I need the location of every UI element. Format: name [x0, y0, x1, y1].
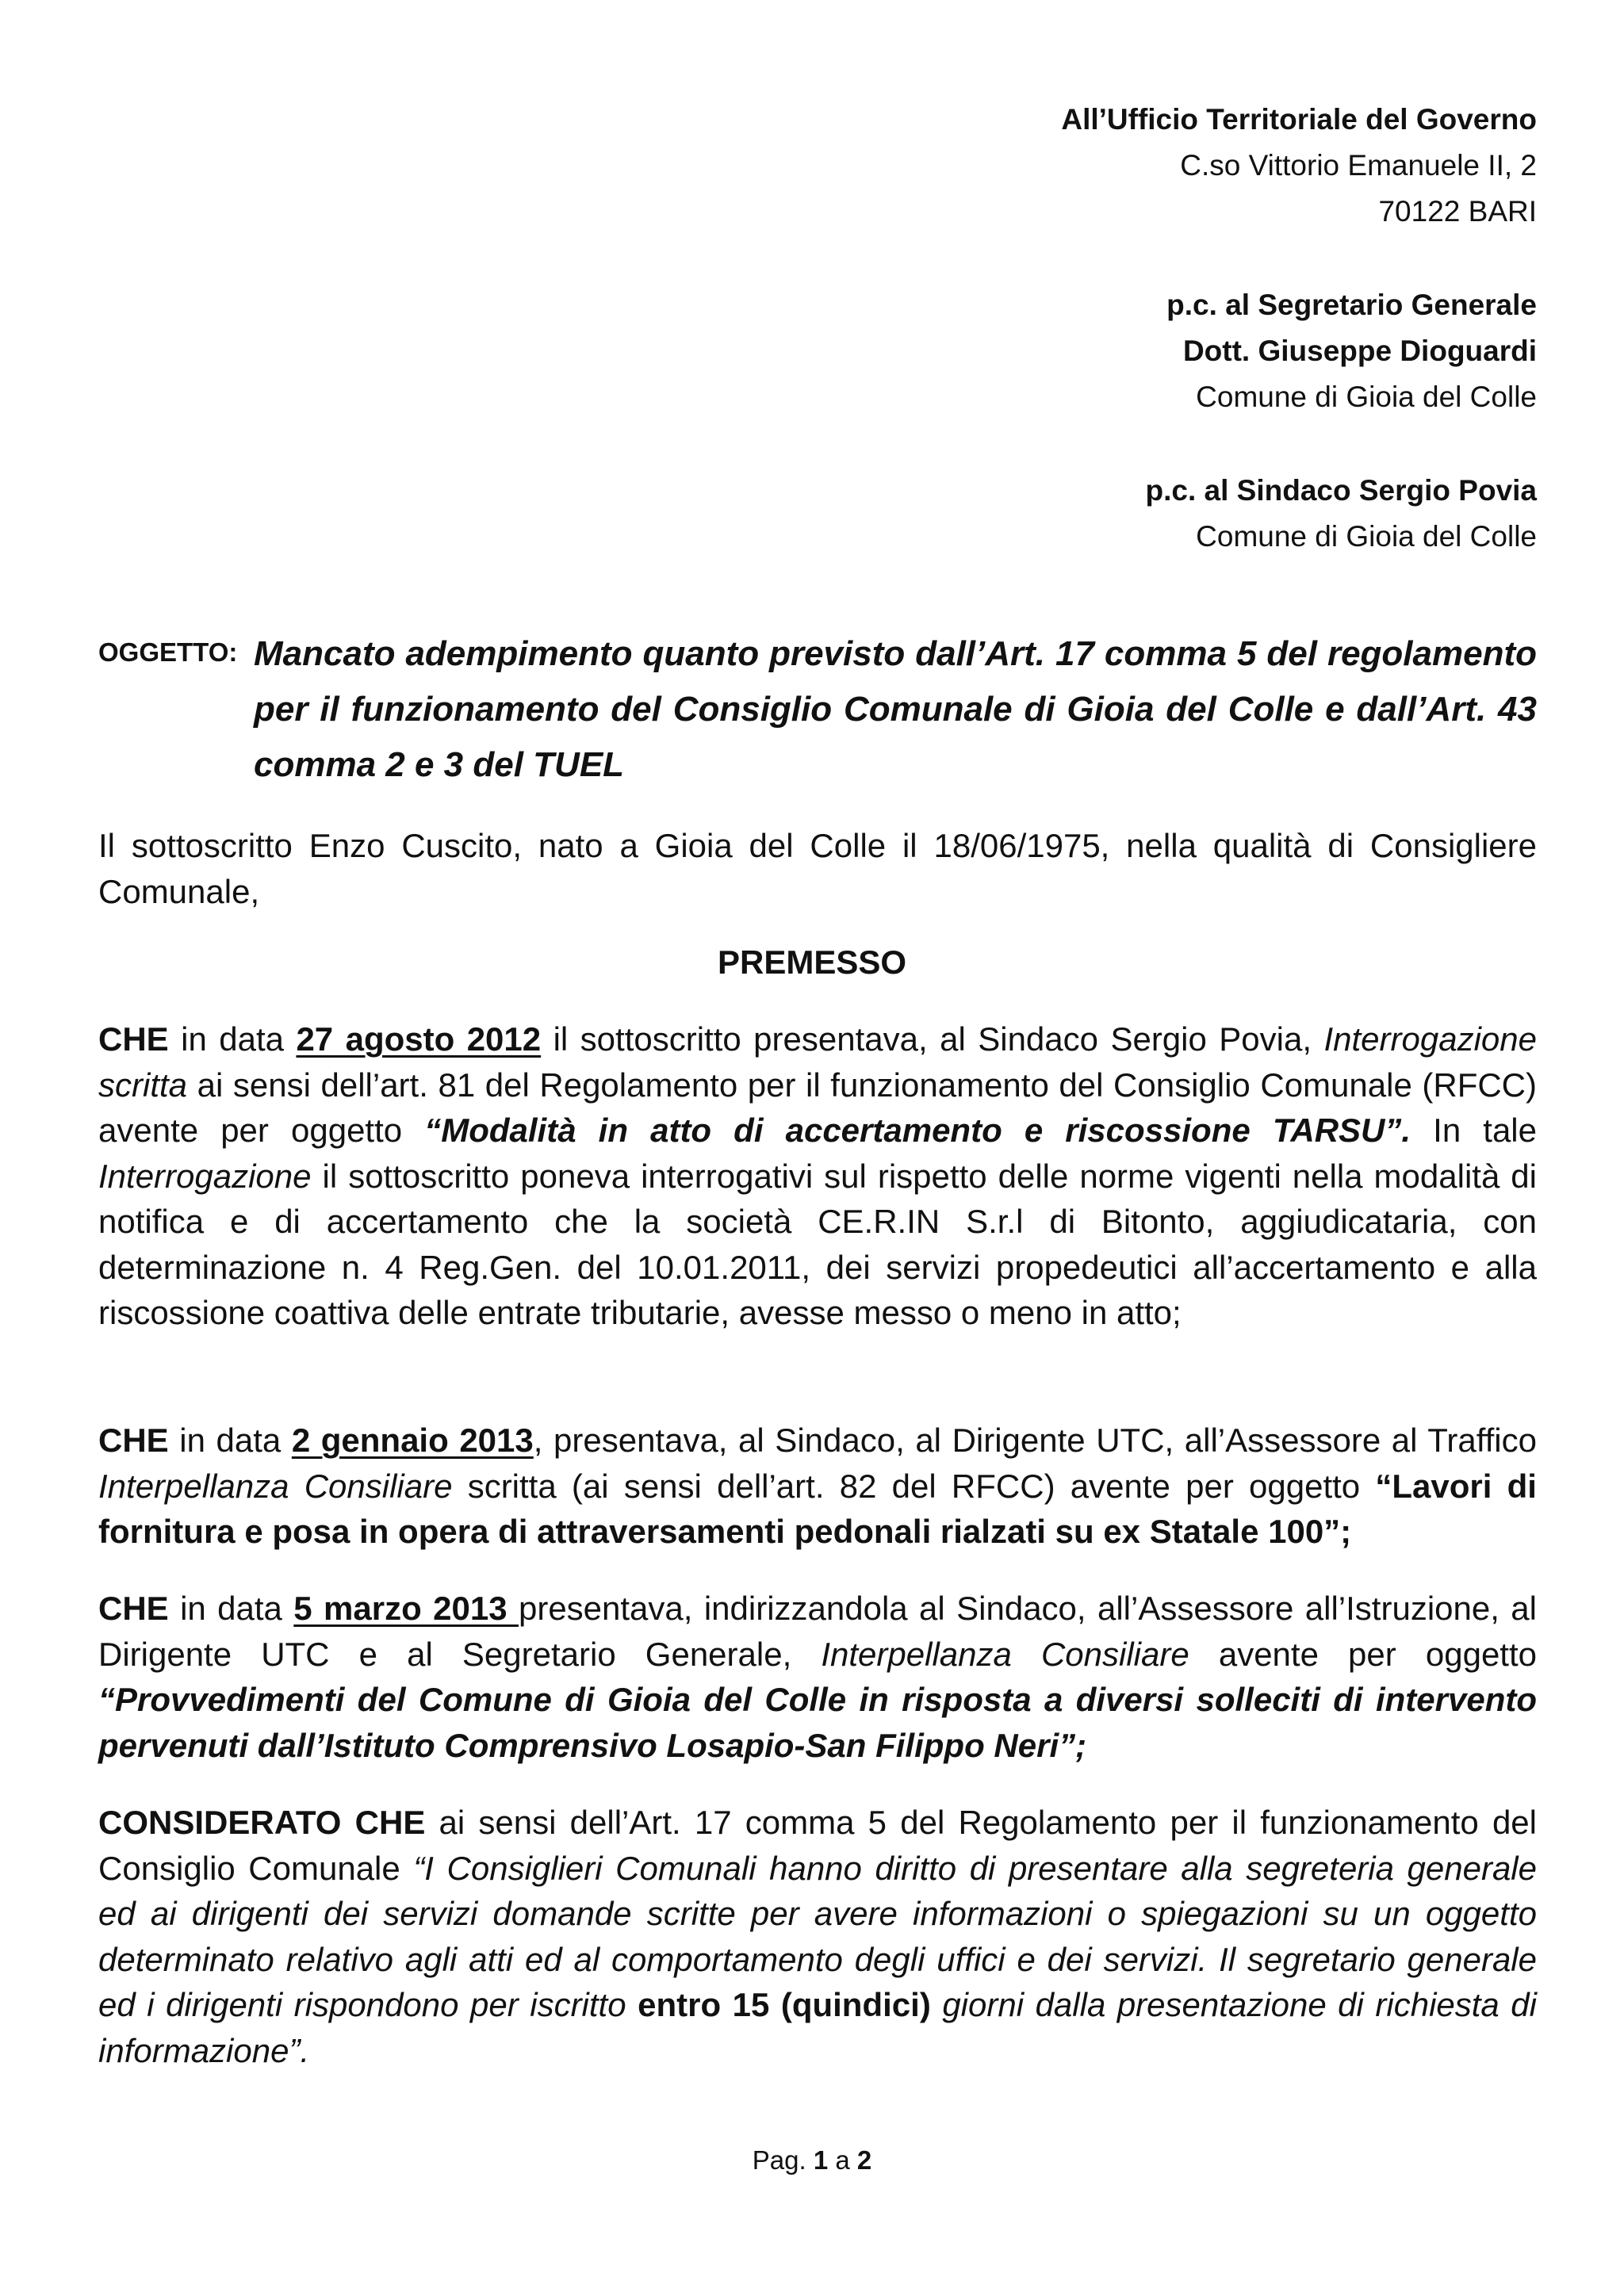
para1-lead: CHE [98, 1020, 169, 1058]
subject-text: Mancato adempimento quanto previsto dall’Art. 17 comma 5 del regolamento per il funzionamento del Consiglio Comunale di Gioia del Colle e dall’Art. 43 comma 2 e 3 del TUEL [254, 634, 1537, 784]
cc-mayor-municipality: Comune di Gioia del Colle [1196, 520, 1537, 553]
cc-secretary-role: p.c. al Segretario Generale [1166, 289, 1537, 321]
para2-object: “Lavori di fornitura e posa in opera di attraversamenti pedonali rialzati su ex Statale 100”; [98, 1467, 1537, 1550]
para3-lead: CHE [98, 1590, 169, 1627]
recipient-city: 70122 BARI [1378, 195, 1537, 228]
para4-lead: CONSIDERATO CHE [98, 1804, 426, 1841]
recipient-block-secretary [1166, 282, 1537, 420]
premise-paragraph-2: CHE in data 2 gennaio 2013, presentava, al Sindaco, al Dirigente UTC, all’Assessore al Traffico Interpellanza Consiliare scritta (ai sensi dell’art. 82 del RFCC) avente per oggetto “Lavori di fornitura e posa in opera di attraversamenti pedonali rialzati su ex Statale 100”; [98, 1422, 1537, 1550]
page-number: Pag. 1 a 2 [752, 2145, 872, 2175]
cc-mayor-role: p.c. al Sindaco Sergio Povia [1145, 474, 1537, 507]
recipient-block-mayor [1146, 468, 1537, 560]
para4-deadline: entro 15 (quindici) [638, 1986, 931, 2023]
recipient-office: All’Ufficio Territoriale del Governo [1061, 103, 1537, 136]
section-heading: PREMESSO [717, 943, 907, 981]
recipient-street: C.so Vittorio Emanuele II, 2 [1180, 149, 1537, 182]
premise-paragraph-1: CHE in data 27 agosto 2012 il sottoscritto presentava, al Sindaco Sergio Povia, Interrogazione scritta ai sensi dell’art. 81 del Regolamento per il funzionamento del Consiglio Comunale (RFCC) avente per oggetto “Modalità in atto di accertamento e riscossione TARSU”. In tale Interrogazione il sottoscritto poneva interrogativi sul rispetto delle norme vigenti nella modalità di notifica e di accertamento che la società CE.R.IN S.r.l di Bitonto, aggiudicataria, con determinazione n. 4 Reg.Gen. del 10.01.2011, dei servizi propedeutici all’accertamento e alla riscossione coattiva delle entrate tributarie, avesse messo o meno in atto; [98, 1020, 1537, 1331]
considered-paragraph: CONSIDERATO CHE ai sensi dell’Art. 17 comma 5 del Regolamento per il funzionamento del Consiglio Comunale “I Consiglieri Comunali hanno diritto di presentare alla segreteria generale ed ai dirigenti dei servizi domande scritte per avere informazioni o spiegazioni su un oggetto determinato relativo agli atti ed al comportamento degli uffici e dei servizi. Il segretario generale ed i dirigenti rispondono per iscritto entro 15 (quindici) giorni dalla presentazione di richiesta di informazione”. [98, 1804, 1537, 2069]
para3-date: 5 marzo 2013 [293, 1590, 519, 1627]
para3-object: “Provvedimenti del Comune di Gioia del Colle in risposta a diversi solleciti di intervento pervenuti dall’Istituto Comprensivo Losapio-San Filippo Neri”; [98, 1681, 1537, 1764]
cc-secretary-municipality: Comune di Gioia del Colle [1196, 381, 1537, 413]
para1-date: 27 agosto 2012 [296, 1020, 542, 1058]
para2-date: 2 gennaio 2013 [291, 1422, 534, 1459]
subject-label: OGGETTO: [98, 637, 238, 667]
cc-secretary-name: Dott. Giuseppe Dioguardi [1182, 335, 1537, 367]
para2-lead: CHE [98, 1422, 169, 1459]
para1-object: “Modalità in atto di accertamento e riscossione TARSU”. [424, 1112, 1411, 1149]
recipient-block-prefecture [1061, 97, 1537, 235]
intro-paragraph: Il sottoscritto Enzo Cuscito, nato a Gioia del Colle il 18/06/1975, nella qualità di Consigliere Comunale, [98, 827, 1537, 910]
premise-paragraph-3: CHE in data 5 marzo 2013 presentava, indirizzandola al Sindaco, all’Assessore all’Istruzione, al Dirigente UTC e al Segretario Generale, Interpellanza Consiliare avente per oggetto “Provvedimenti del Comune di Gioia del Colle in risposta a diversi solleciti di intervento pervenuti dall’Istituto Comprensivo Losapio-San Filippo Neri”; [98, 1590, 1537, 1764]
